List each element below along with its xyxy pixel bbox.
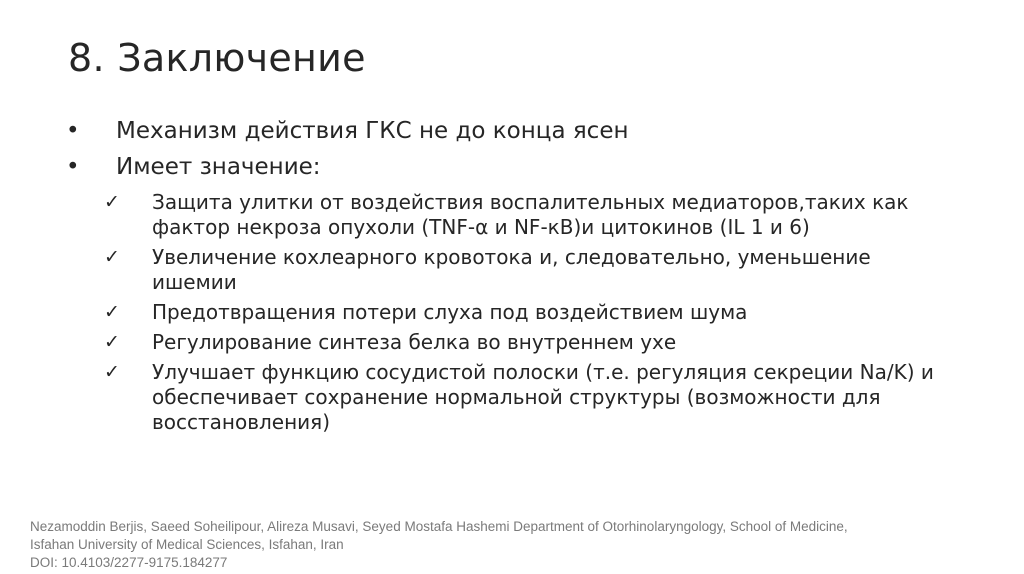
citation-authors-line: Nezamoddin Berjis, Saeed Soheilipour, Alireza Musavi, Seyed Mostafa Hashemi Department of Otorhinolaryngology, School of Medicine, [30,519,848,534]
checkmark-item [104,360,944,435]
checkmark-text: Увеличение кохлеарного кровотока и, следовательно, уменьшение ишемии [152,245,871,294]
bullet-item [64,152,964,182]
checkmark-text: Улучшает функцию сосудистой полоски (т.е. регуляция секреции Na/K) и обеспечивает сохранение нормальной структуры (возможности для восстановления) [152,360,934,434]
citation-affiliation-line: Isfahan University of Medical Sciences, Isfahan, Iran [30,537,344,552]
checkmark-icon: ✓ [104,191,120,213]
checkmark-item [104,300,944,325]
checkmark-item [104,330,944,355]
citation-doi-line: DOI: 10.4103/2277-9175.184277 [30,555,228,570]
checkmark-list [104,190,944,440]
checkmark-text: Предотвращения потери слуха под воздействием шума [152,300,748,324]
checkmark-icon: ✓ [104,246,120,268]
checkmark-item [104,245,944,295]
citation-footer [30,518,1000,572]
checkmark-item [104,190,944,240]
bullet-item [64,116,964,146]
slide-title: 8. Заключение [68,36,366,80]
bullet-dot-icon: • [66,154,80,180]
checkmark-text: Регулирование синтеза белка во внутреннем ухе [152,330,677,354]
checkmark-text: Защита улитки от воздействия воспалительных медиаторов,таких как фактор некроза опухоли (TNF-α и NF-кB)и цитокинов (IL 1 и 6) [152,190,909,239]
bullet-dot-icon: • [66,118,80,144]
bullet-list [64,116,964,188]
bullet-text: Имеет значение: [116,154,321,180]
bullet-text: Механизм действия ГКС не до конца ясен [116,118,629,144]
checkmark-icon: ✓ [104,301,120,323]
checkmark-icon: ✓ [104,361,120,383]
checkmark-icon: ✓ [104,331,120,353]
